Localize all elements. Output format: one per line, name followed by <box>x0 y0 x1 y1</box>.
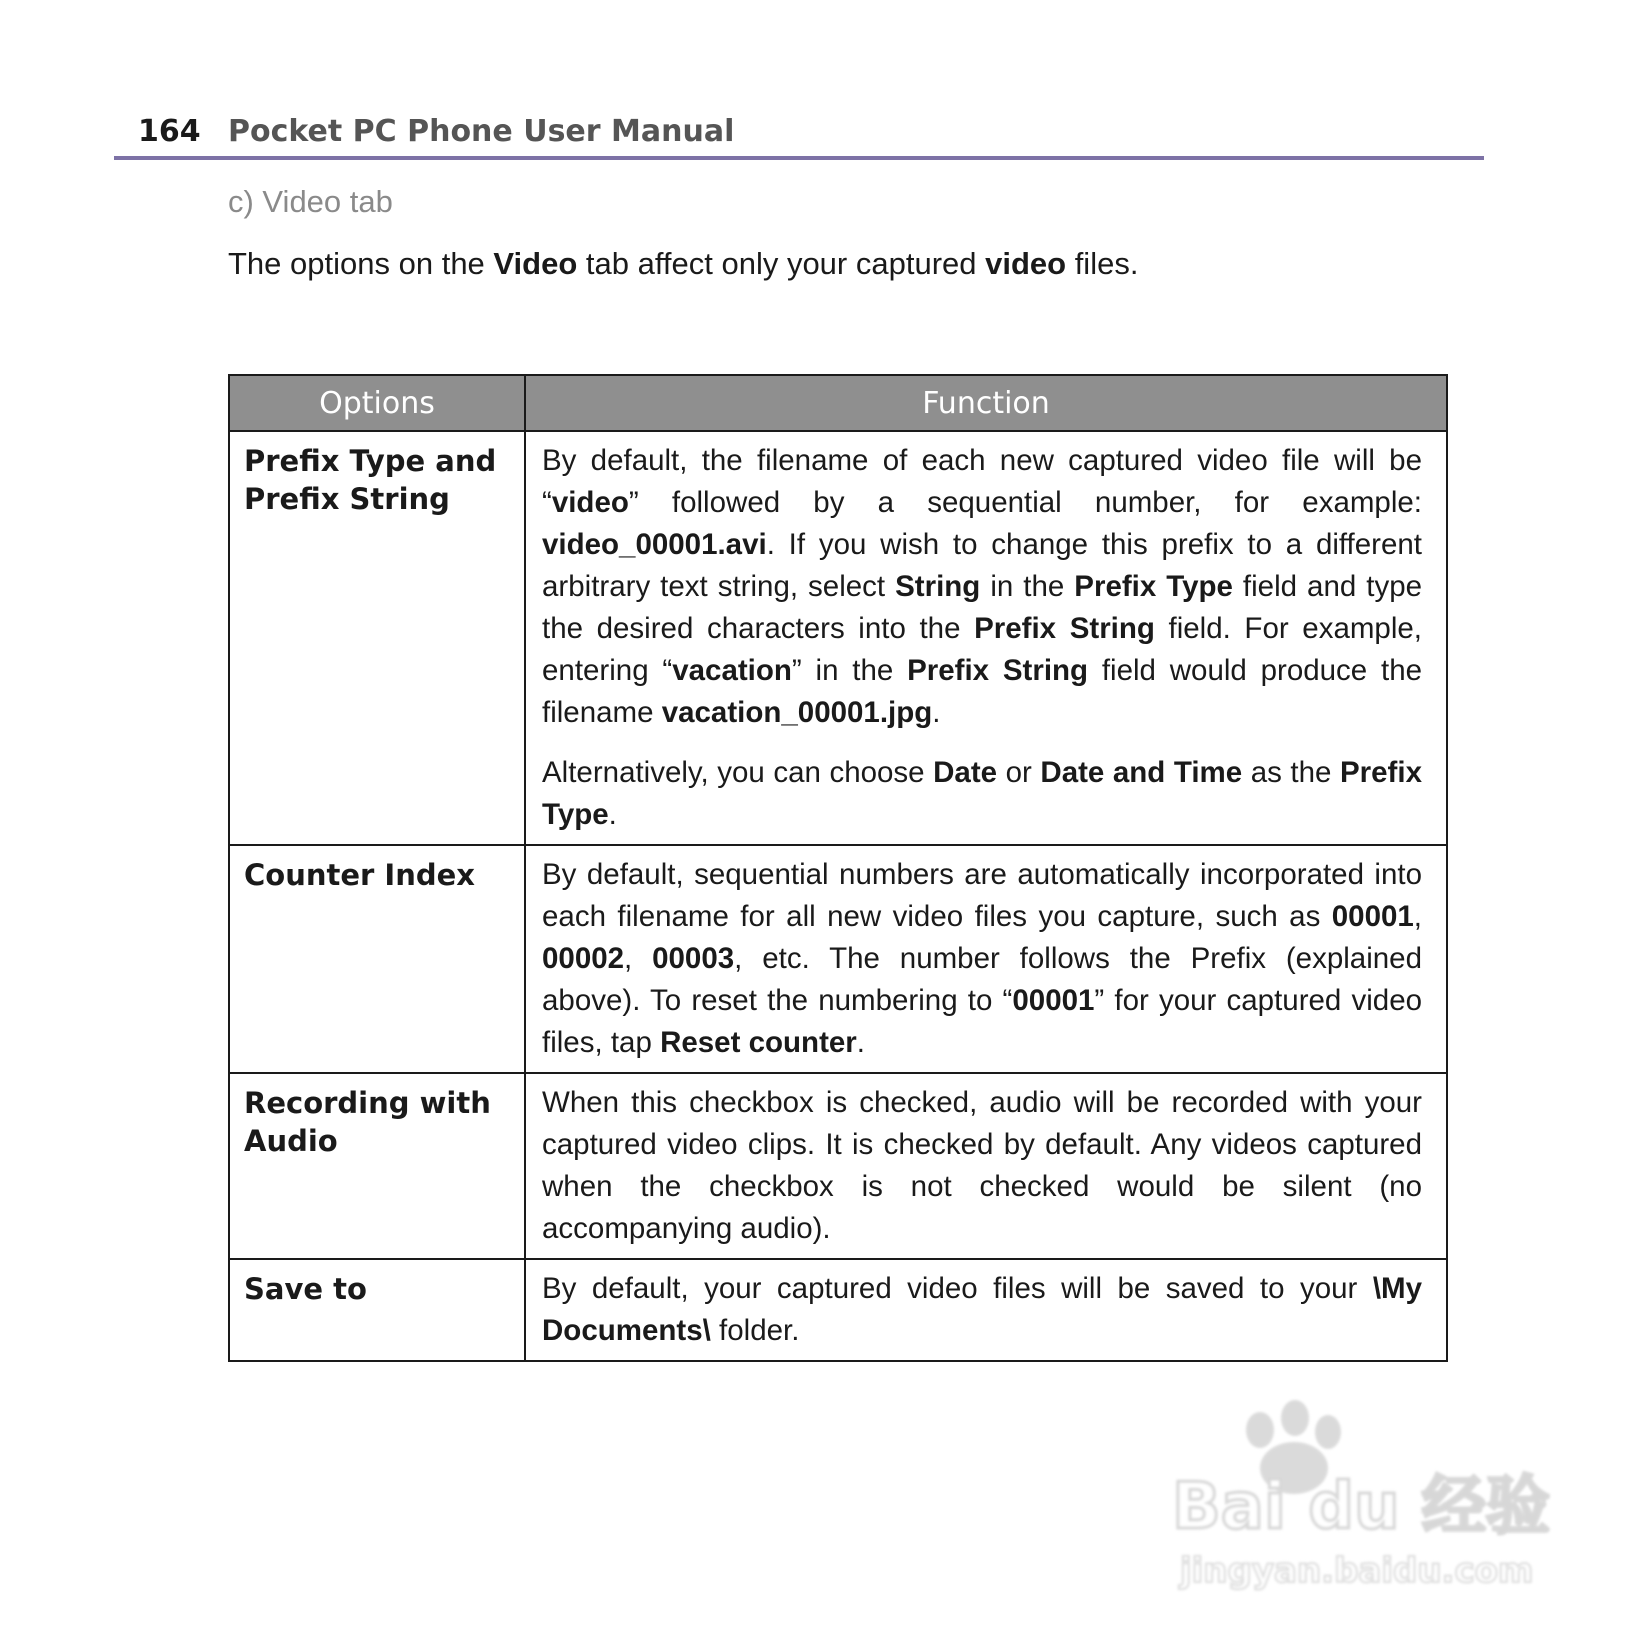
bold-term: vacation <box>672 654 792 687</box>
bold-term: Reset counter <box>660 1026 857 1059</box>
text-run: field. For example, entering “ <box>542 612 1422 687</box>
page-number: 164 <box>138 114 201 149</box>
intro-text-1: The options on the <box>228 246 494 281</box>
text-run: , <box>624 942 653 975</box>
bold-term: video <box>551 486 629 519</box>
text-run: By default, your captured video files will be saved to your <box>542 1272 1373 1305</box>
text-run: , <box>1413 900 1422 933</box>
text-run: as the <box>1242 756 1340 789</box>
text-run: Alternatively, you can choose <box>542 756 934 789</box>
table-row <box>229 845 1447 1073</box>
table-body <box>229 431 1447 1361</box>
function-paragraph <box>542 440 1422 734</box>
bold-term: video_00001.avi <box>542 528 767 561</box>
text-run: , etc. The number follows the Prefix (explained above). To reset the numbering to “ <box>542 942 1422 1017</box>
manual-title: Pocket PC Phone User Manual <box>228 114 735 149</box>
bold-term: Date and Time <box>1040 756 1243 789</box>
header-function: Function <box>525 375 1447 431</box>
function-paragraph <box>542 1268 1422 1352</box>
text-run: ” for your captured video files, tap <box>542 984 1423 1059</box>
option-name: Recording with Audio <box>229 1073 525 1259</box>
text-run: field and type the desired characters into the <box>542 570 1423 645</box>
watermark-url-text: jingyan.baidu.com <box>1180 1551 1534 1591</box>
option-function <box>525 1073 1447 1259</box>
text-run: in the <box>980 570 1075 603</box>
text-run: By default, the filename of each new captured video file will be “ <box>542 444 1422 519</box>
table-row <box>229 431 1447 845</box>
text-run: . <box>608 798 617 831</box>
text-run: By default, sequential numbers are automatically incorporated into each filename for all new video files you capture, such as <box>542 858 1422 933</box>
text-run: When this checkbox is checked, audio will be recorded with your captured video clips. It is checked by default. Any videos captured when the checkbox is not checked would be silent (no accompanying audio). <box>542 1086 1422 1245</box>
intro-text-2: tab affect only your captured <box>577 246 986 281</box>
page-header <box>114 108 1484 160</box>
bold-term: Date <box>933 756 998 789</box>
watermark-main-text: Bai du 经验 <box>1172 1470 1550 1544</box>
bold-term: Prefix String <box>974 612 1155 645</box>
intro-bold-2: video <box>985 246 1067 281</box>
table-row <box>229 1259 1447 1361</box>
text-run: field would produce the filename <box>542 654 1423 729</box>
header-options: Options <box>229 375 525 431</box>
text-run: ” followed by a sequential number, for example: <box>628 486 1422 519</box>
bold-term: Prefix String <box>907 654 1089 687</box>
text-run: folder. <box>710 1314 800 1347</box>
option-function <box>525 1259 1447 1361</box>
text-run: ” in the <box>791 654 908 687</box>
option-function <box>525 845 1447 1073</box>
intro-paragraph <box>228 246 1138 282</box>
option-function <box>525 431 1447 845</box>
text-run: . <box>932 696 941 729</box>
bold-term: 00001 <box>1012 984 1095 1017</box>
function-paragraph <box>542 1082 1422 1250</box>
bold-term: vacation_00001.jpg <box>661 696 933 729</box>
bold-term: Prefix Type <box>1074 570 1233 603</box>
bold-term: Prefix Type <box>542 756 1422 831</box>
options-table <box>228 374 1448 1362</box>
intro-text-3: files. <box>1066 246 1139 281</box>
text-run: or <box>997 756 1041 789</box>
option-name: Prefix Type and Prefix String <box>229 431 525 845</box>
option-name: Save to <box>229 1259 525 1361</box>
bold-term: \My Documents\ <box>542 1272 1422 1347</box>
table-row <box>229 1073 1447 1259</box>
intro-bold-1: Video <box>493 246 578 281</box>
option-name: Counter Index <box>229 845 525 1073</box>
baidu-watermark <box>1160 1400 1580 1600</box>
section-heading: c) Video tab <box>228 184 393 219</box>
text-run: . <box>856 1026 865 1059</box>
text-run: . If you wish to change this prefix to a different arbitrary text string, select <box>542 528 1422 603</box>
table-header-row <box>229 375 1447 431</box>
bold-term: String <box>895 570 981 603</box>
function-paragraph <box>542 752 1422 836</box>
bold-term: 00002 <box>542 942 625 975</box>
function-paragraph <box>542 854 1422 1064</box>
bold-term: 00003 <box>652 942 735 975</box>
bold-term: 00001 <box>1331 900 1414 933</box>
